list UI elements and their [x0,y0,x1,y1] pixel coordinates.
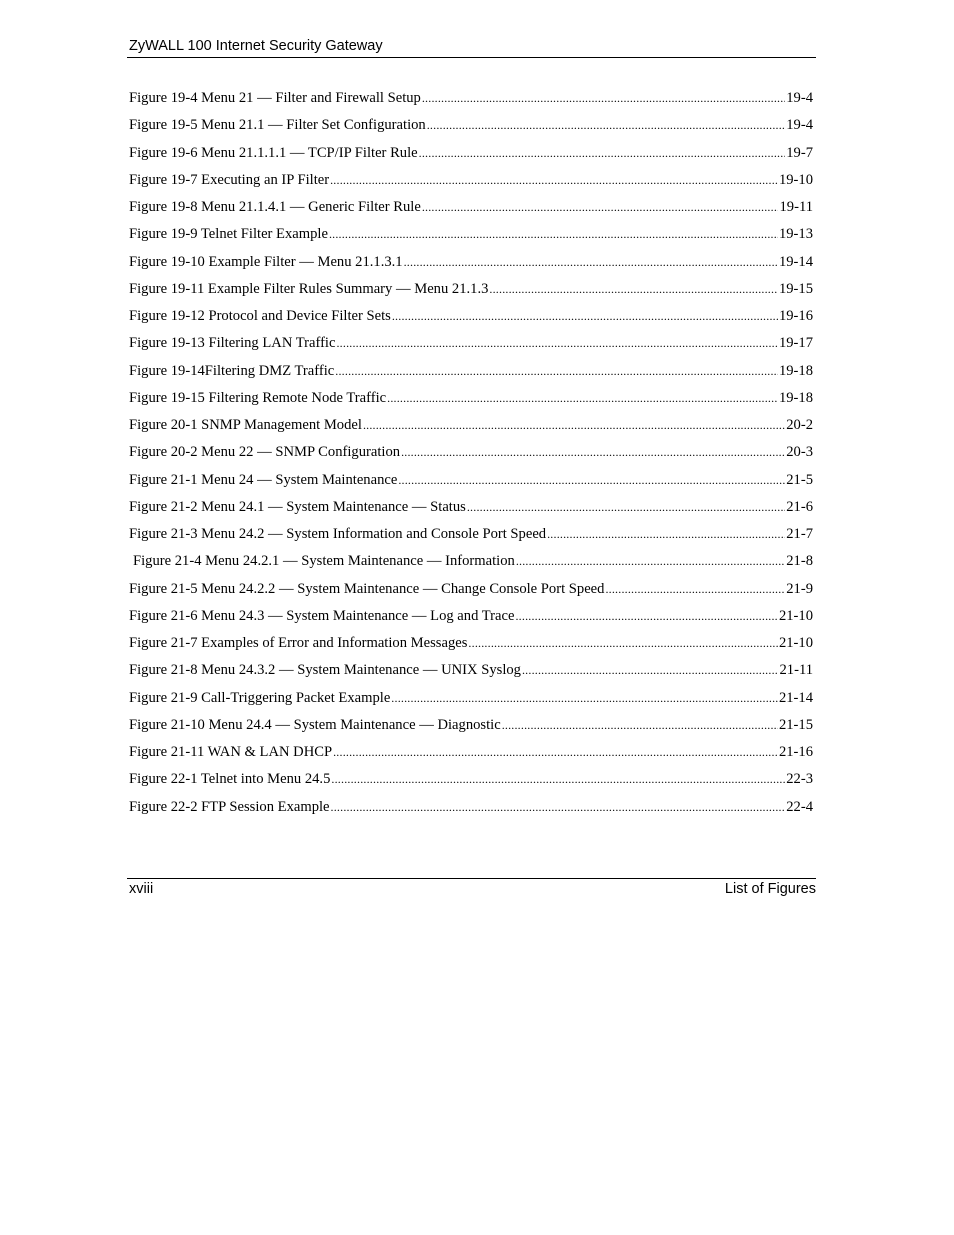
dot-leader [387,388,778,408]
toc-entry-page: 20-2 [786,417,813,433]
footer-divider [127,878,816,879]
toc-entry-page: 21-8 [786,553,813,570]
toc-entry-page: 22-3 [786,771,813,788]
dot-leader [330,170,778,190]
toc-entry-page: 19-18 [778,362,813,379]
toc-entry[interactable] [129,88,813,115]
dot-leader [333,742,778,762]
toc-entry[interactable] [129,742,813,769]
toc-entry[interactable] [129,715,813,742]
dot-leader [468,633,778,653]
dot-leader [419,143,786,163]
dot-leader [401,442,785,462]
toc-entry[interactable] [129,306,813,333]
toc-entry-title: Figure 19-11 Example Filter Rules Summary — Menu 21.1.3 [129,280,489,297]
toc-entry-title: Figure 19-13 Filtering LAN Traffic [129,335,336,352]
dot-leader [363,415,785,435]
footer-section-title: List of Figures [724,881,816,897]
dot-leader [329,224,778,244]
toc-entry-title: Figure 21-3 Menu 24.2 — System Information and Console Port Speed [129,526,547,542]
toc-entry[interactable] [129,551,813,578]
dot-leader [404,252,778,272]
toc-entry-title: Figure 19-12 Protocol and Device Filter Sets [129,308,391,324]
toc-entry[interactable] [129,497,813,524]
toc-entry-page: 19-18 [778,389,813,406]
toc-entry[interactable] [129,170,813,197]
dot-leader [515,606,777,626]
toc-entry-title: Figure 21-6 Menu 24.3 — System Maintenance — Log and Trace [129,607,515,624]
toc-entry-title: Figure 22-2 FTP Session Example [129,798,330,815]
toc-entry-page: 19-4 [786,90,813,106]
toc-entry-title: Figure 19-4 Menu 21 — Filter and Firewall Setup [129,90,421,106]
toc-entry-title: Figure 22-1 Telnet into Menu 24.5 [129,771,331,788]
dot-leader [336,333,777,353]
toc-entry-title: Figure 19-9 Telnet Filter Example [129,226,328,243]
toc-entry-page: 19-4 [786,117,813,134]
dot-leader [516,551,785,571]
toc-entry-page: 21-10 [778,635,813,651]
toc-entry-page: 21-7 [786,526,813,542]
toc-entry-page: 21-15 [778,716,813,733]
toc-entry[interactable] [129,797,813,824]
toc-entry-page: 19-7 [786,144,813,161]
toc-entry-title: Figure 21-8 Menu 24.3.2 — System Maintenance — UNIX Syslog [129,662,521,679]
dot-leader [422,197,779,217]
toc-entry-title: Figure 19-8 Menu 21.1.4.1 — Generic Filter Rule [129,199,421,215]
toc-entry-title: Figure 19-14Filtering DMZ Traffic [129,362,335,379]
toc-entry-title: Figure 21-1 Menu 24 — System Maintenance [129,471,398,488]
toc-entry-title: Figure 19-15 Filtering Remote Node Traffic [129,389,387,406]
dot-leader [605,579,785,599]
toc-entry[interactable] [129,333,813,360]
toc-entry-page: 19-14 [778,253,813,270]
toc-entry[interactable] [129,633,813,660]
toc-entry-page: 21-14 [778,689,813,706]
toc-entry-page: 22-4 [786,798,813,815]
toc-entry[interactable] [129,224,813,251]
dot-leader [489,279,778,299]
toc-entry-page: 21-5 [786,471,813,488]
toc-entry-title: Figure 19-10 Example Filter — Menu 21.1.3.1 [129,253,403,270]
dot-leader [331,797,786,817]
toc-entry[interactable] [129,660,813,687]
toc-entry[interactable] [129,415,813,442]
toc-entry-page: 21-11 [779,662,813,679]
toc-entry-page: 19-17 [778,335,813,352]
toc-entry-page: 19-10 [778,171,813,188]
list-of-figures [129,88,813,824]
toc-entry-title: Figure 21-2 Menu 24.1 — System Maintenance — Status [129,498,466,515]
toc-entry-title: Figure 20-2 Menu 22 — SNMP Configuration [129,444,401,461]
dot-leader [547,524,785,544]
toc-entry-title: Figure 21-11 WAN & LAN DHCP [129,744,333,760]
toc-entry[interactable] [129,442,813,469]
toc-entry[interactable] [129,688,813,715]
dot-leader [467,497,785,517]
toc-entry[interactable] [129,470,813,497]
toc-entry[interactable] [129,524,813,551]
dot-leader [331,769,785,789]
toc-entry-title: Figure 19-5 Menu 21.1 — Filter Set Configuration [129,117,426,134]
dot-leader [391,688,778,708]
toc-entry[interactable] [129,388,813,415]
toc-entry[interactable] [129,143,813,170]
toc-entry-page: 20-3 [786,444,813,461]
toc-entry[interactable] [129,769,813,796]
dot-leader [427,115,786,135]
toc-entry-page: 19-11 [779,199,813,215]
toc-entry-title: Figure 21-4 Menu 24.2.1 — System Maintenance — Information [133,553,515,570]
toc-entry[interactable] [129,606,813,633]
dot-leader [502,715,778,735]
toc-entry-page: 21-6 [786,498,813,515]
toc-entry-page: 21-9 [786,580,813,597]
toc-entry-page: 19-16 [778,308,813,324]
toc-entry-title: Figure 19-6 Menu 21.1.1.1 — TCP/IP Filter Rule [129,144,418,161]
toc-entry[interactable] [129,115,813,142]
toc-entry-title: Figure 20-1 SNMP Management Model [129,417,362,433]
toc-entry-title: Figure 21-10 Menu 24.4 — System Maintenance — Diagnostic [129,716,501,733]
page-number: xviii [129,881,154,897]
running-header: ZyWALL 100 Internet Security Gateway [129,38,383,54]
dot-leader [522,660,779,680]
toc-entry[interactable] [129,279,813,306]
dot-leader [392,306,778,326]
toc-entry-title: Figure 19-7 Executing an IP Filter [129,171,330,188]
toc-entry[interactable] [129,361,813,388]
toc-entry-page: 19-13 [778,226,813,243]
toc-entry[interactable] [129,579,813,606]
dot-leader [335,361,778,381]
toc-entry-title: Figure 21-5 Menu 24.2.2 — System Maintenance — Change Console Port Speed [129,580,605,597]
header-divider [127,57,816,58]
toc-entry-title: Figure 21-9 Call-Triggering Packet Example [129,689,391,706]
toc-entry-page: 19-15 [778,280,813,297]
toc-entry[interactable] [129,197,813,224]
dot-leader [398,470,785,490]
toc-entry[interactable] [129,252,813,279]
toc-entry-page: 21-16 [778,744,813,760]
toc-entry-title: Figure 21-7 Examples of Error and Information Messages [129,635,468,651]
dot-leader [422,88,785,108]
toc-entry-page: 21-10 [778,607,813,624]
